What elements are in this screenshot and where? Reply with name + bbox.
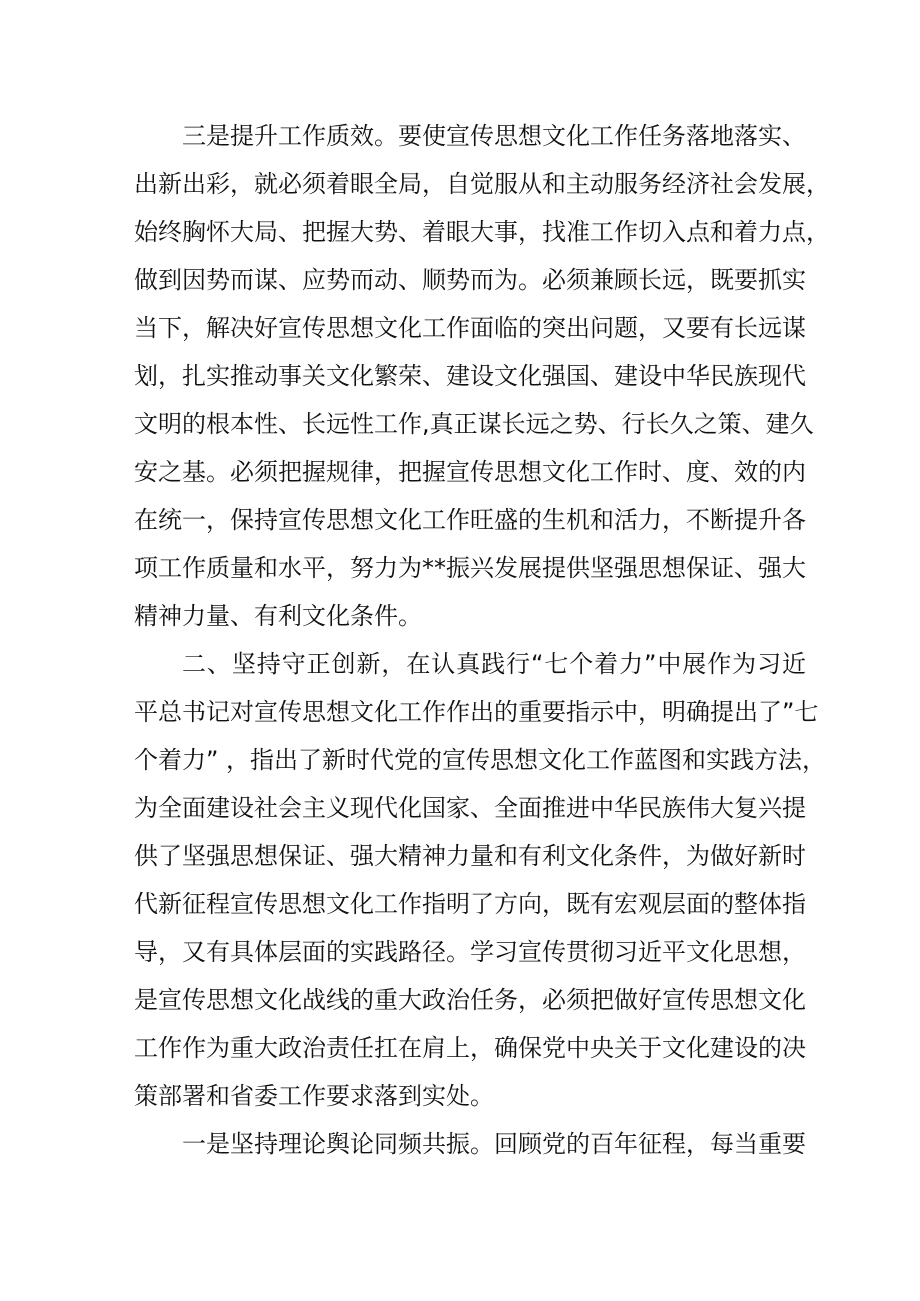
- paragraph-line: 出新出彩，就必须着眼全局，自觉服从和主动服务经济社会发展，: [134, 170, 830, 198]
- paragraph-line: 项工作质量和水平，努力为**振兴发展提供坚强思想保证、强大: [134, 554, 806, 582]
- paragraph-line: 三是提升工作质效。要使宣传思想文化工作任务落地落实、: [182, 122, 806, 150]
- paragraph-line: 代新征程宣传思想文化工作指明了方向，既有宏观层面的整体指: [134, 890, 806, 918]
- paragraph-line: 导，又有具体层面的实践路径。学习宣传贯彻习近平文化思想，: [134, 938, 806, 966]
- paragraph-line: 工作作为重大政治责任扛在肩上，确保党中央关于文化建设的决: [134, 1034, 806, 1062]
- section-heading-line: 二、坚持守正创新，在认真践行“七个着力”中展作为习近: [182, 650, 806, 678]
- document-body: [134, 112, 830, 1168]
- paragraph-line: 当下，解决好宣传思想文化工作面临的突出问题，又要有长远谋: [134, 314, 806, 342]
- paragraph-line: 一是坚持理论舆论同频共振。回顾党的百年征程，每当重要: [182, 1130, 806, 1158]
- paragraph-line: 安之基。必须把握规律，把握宣传思想文化工作时、度、效的内: [134, 458, 806, 486]
- paragraph-line: 为全面建设社会主义现代化国家、全面推进中华民族伟大复兴提: [134, 794, 806, 822]
- paragraph-line: 做到因势而谋、应势而动、顺势而为。必须兼顾长远，既要抓实: [134, 266, 806, 294]
- paragraph-line: 供了坚强思想保证、强大精神力量和有利文化条件，为做好新时: [134, 842, 806, 870]
- paragraph-line: 策部署和省委工作要求落到实处。: [134, 1082, 494, 1110]
- paragraph-line: 是宣传思想文化战线的重大政治任务，必须把做好宣传思想文化: [134, 986, 806, 1014]
- paragraph-line: 个着力” ，指出了新时代党的宣传思想文化工作蓝图和实践方法，: [134, 746, 827, 774]
- paragraph-line: 始终胸怀大局、把握大势、着眼大事，找准工作切入点和着力点，: [134, 218, 830, 246]
- paragraph-line: 精神力量、有利文化条件。: [134, 602, 422, 630]
- paragraph-line: 文明的根本性、长远性工作,真正谋长远之势、行长久之策、建久: [134, 410, 814, 438]
- paragraph-line: 在统一，保持宣传思想文化工作旺盛的生机和活力，不断提升各: [134, 506, 806, 534]
- paragraph-line: 平总书记对宣传思想文化工作作出的重要指示中，明确提出了”七: [134, 698, 819, 726]
- paragraph-line: 划，扎实推动事关文化繁荣、建设文化强国、建设中华民族现代: [134, 362, 806, 390]
